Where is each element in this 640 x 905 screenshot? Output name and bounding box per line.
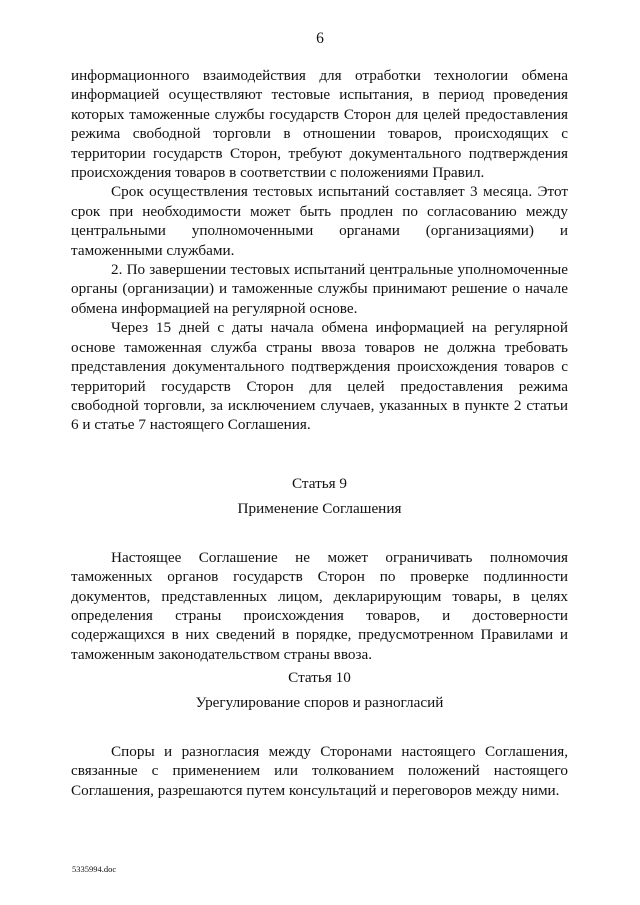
article-9-section [71,474,568,664]
article-9-number: Статья 9 [291,475,348,492]
article-10-title: Урегулирование споров и разногласий [195,694,444,712]
test-period-paragraph: Срок осуществления тестовых испытаний составляет 3 месяца. Этот срок при необходимости может быть продлен по согласованию между центральными уполномоченными органами (организациями) и таможенными службами. [71,183,568,259]
point-2-paragraph: 2. По завершении тестовых испытаний центральные уполномоченные органы (организации) и таможенные службы принимают решение о начале обмена информацией на регулярной основе. [71,261,568,317]
article-10-section [71,668,568,800]
body-text-top [71,66,568,435]
footer-filename: 5335994.doc [72,864,117,874]
article-10-text: Споры и разногласия между Сторонами настоящего Соглашения, связанные с применением или толкованием положений настоящего Соглашения, разрешаются путем консультаций и переговоров между ними. [71,742,568,799]
article-10-number: Статья 10 [288,669,351,686]
article-9-text: Настоящее Соглашение не может ограничивать полномочия таможенных органов государств Сторон по проверке подлинности документов, представленных лицом, декларирующим товары, в целях определения страны происхождения товаров, и достоверности содержащихся в них сведений в порядке, предусмотренном Правилами и таможенным законодательством страны ввоза. [71,548,568,663]
page-number: 6 [316,30,324,47]
intro-paragraph: информационного взаимодействия для отработки технологии обмена информацией осуществляют тестовые испытания, в период проведения которых таможенные службы государств Сторон для целей предоставления режима свободной торговли в отношении товаров, происходящих с территории государств Сторон, требуют документального подтверждения происхождения товаров в соответствии с положениями Правил. [71,67,568,182]
article-9-title: Применение Соглашения [237,500,402,518]
after-15-days-paragraph: Через 15 дней с даты начала обмена информацией на регулярной основе таможенная служба страны ввоза товаров не должна требовать представления документального подтверждения происхождения товаров с территорий государств Сторон для целей предоставления режима свободной торговли, за исключением случаев, указанных в пункте 2 статьи 6 и статье 7 настоящего Соглашения. [71,319,568,434]
